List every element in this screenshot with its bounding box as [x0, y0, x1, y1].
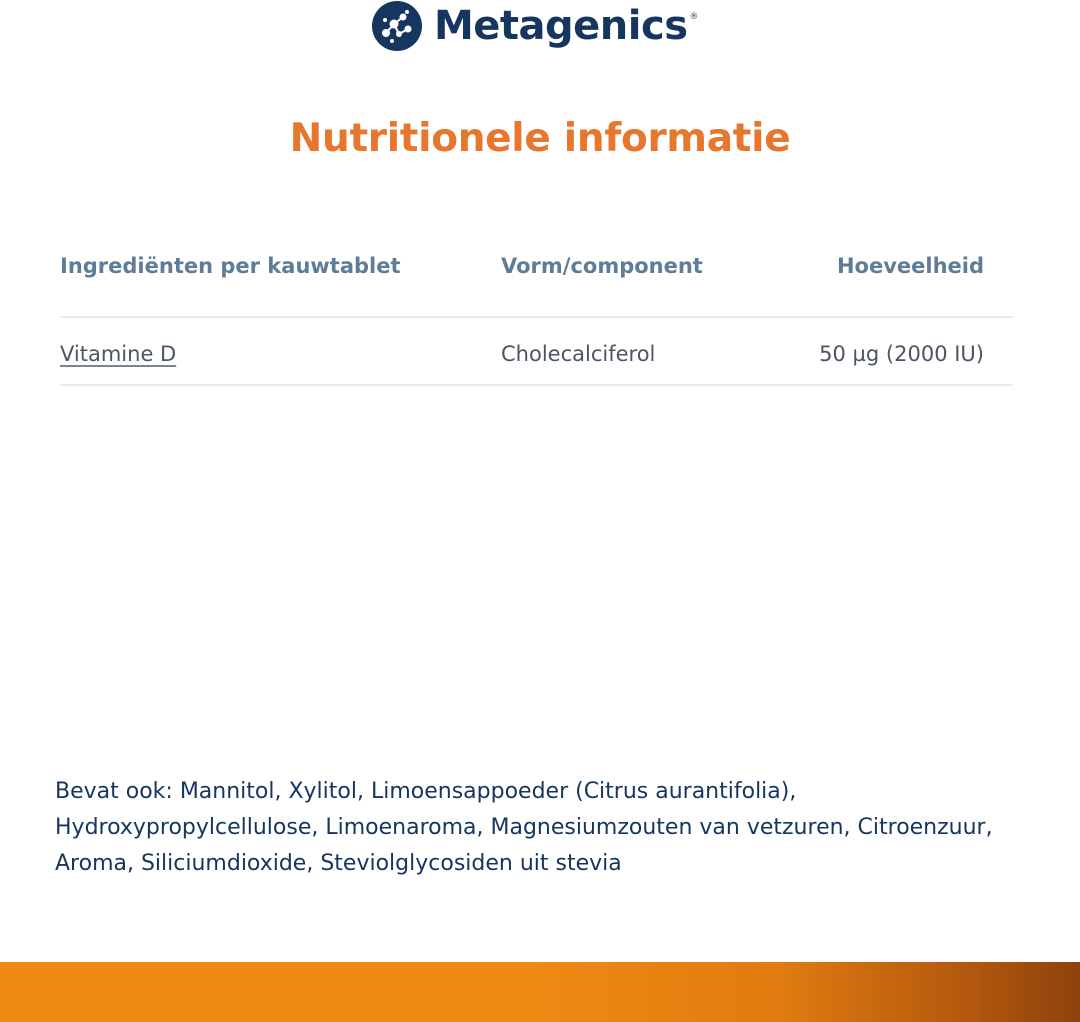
brand-header	[372, 0, 699, 52]
brand-name: Metagenics	[434, 3, 688, 49]
form-cell: Cholecalciferol	[501, 342, 656, 366]
table-row	[60, 318, 1013, 386]
table-header-row	[60, 240, 1013, 318]
column-header-amount: Hoeveelheid	[836, 254, 984, 278]
ingredient-cell	[60, 338, 176, 370]
column-header-ingredient: Ingrediënten per kauwtablet	[60, 254, 401, 278]
molecule-icon	[372, 1, 422, 51]
footer-band	[0, 962, 1080, 1022]
other-ingredients-text: Bevat ook: Mannitol, Xylitol, Limoensappoeder (Citrus aurantifolia), Hydroxypropylcellulose, Limoenaroma, Magnesiumzouten van vetzuren, Citroenzuur, Aroma, Siliciumdioxide, Steviolglycosiden uit stevia	[55, 779, 993, 876]
nutrition-table	[60, 240, 1013, 386]
amount-cell: 50 µg (2000 IU)	[819, 342, 984, 366]
page-title: Nutritionele informatie	[289, 116, 791, 161]
ingredient-link-vitamine-d[interactable]: Vitamine D	[60, 342, 177, 366]
registered-mark: ®	[689, 12, 699, 22]
column-header-form: Vorm/component	[501, 254, 703, 278]
